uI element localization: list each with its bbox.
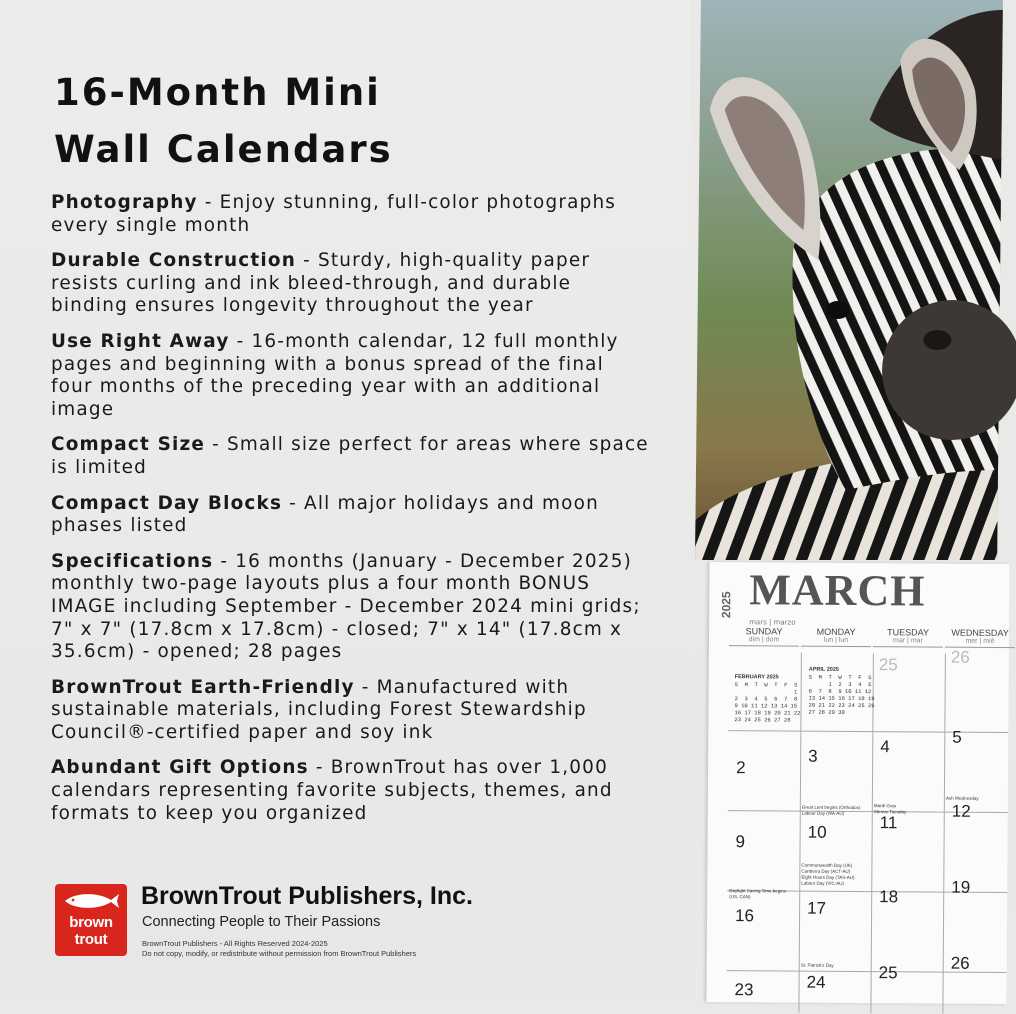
day-name-translation: mar | mar [893,637,923,645]
mini-calendar-february [734,674,800,723]
holiday-note: Daylight Saving Time begins (US, CAN) [729,888,787,900]
feature-text: - Manufactured with sustainable materials, including Forest Stewardship Council®-certified paper and soy ink [51,676,587,743]
day-number: 4 [880,737,890,757]
feature-specifications [51,551,651,664]
day-number: 18 [879,887,899,907]
feature-text: - 16 months (January - December 2025) monthly two-page layouts plus a four month BONUS IMAGE including September - December 2024 mini grids; 7" x 7" (17.8cm x 17.8cm) - closed; 7" x 14" (17.8cm x 35.6cm) - opened; 28 pages [51,550,641,663]
day-number: 26 [950,647,970,667]
feature-text: - Small size perfect for areas where space is limited [51,434,649,478]
day-name-translation: mer | mié [965,637,995,645]
zebra-illustration [695,0,1003,560]
browntrout-logo [55,884,127,956]
page-title [54,64,393,178]
day-name-translation: lun | lun [823,636,849,644]
feature-heading: BrownTrout Earth-Friendly [51,676,355,698]
feature-text: - All major holidays and moon phases listed [51,492,599,537]
title-line-1: 16-Month Mini [54,71,381,114]
day-header-wednesday [945,628,1015,648]
day-number: 5 [952,727,962,747]
mini-calendar-april [808,667,874,716]
logo-word-trout: trout [74,931,108,948]
day-number: 16 [735,906,755,926]
zebra-photo [695,0,1003,560]
feature-text: - Enjoy stunning, full-color photographs every single month [51,192,617,236]
feature-earth-friendly [51,677,651,745]
feature-durable-construction [51,250,651,318]
day-header-tuesday [873,627,943,647]
feature-text: - 16-month calendar, 12 full monthly pages and beginning with a bonus spread of the final four months of the preceding year with an additional image [51,330,619,420]
feature-heading: Abundant Gift Options [51,757,309,779]
day-number: 10 [807,822,827,842]
grid-line [942,654,946,1014]
day-header-monday [801,627,871,647]
feature-heading: Use Right Away [51,330,230,352]
day-number: 2 [736,758,746,778]
rights-notice [142,939,416,959]
day-number: 11 [879,813,898,833]
day-number: 25 [878,963,898,983]
calendar-page-preview [706,562,1009,1004]
feature-compact-day-blocks [51,493,651,538]
trout-fish-icon [61,890,121,912]
day-number: 19 [951,877,971,897]
calendar-month-translation: mars | marzo [749,618,796,627]
mini-calendar-title: APRIL 2025 [808,666,839,673]
holiday-note: St. Patrick's Day [800,962,834,968]
day-header-sunday [729,626,799,646]
company-tagline: Connecting People to Their Passions [142,914,381,930]
rights-line: BrownTrout Publishers - All Rights Reserved 2024-2025 [142,939,328,948]
day-name: SUNDAY [745,626,783,637]
feature-compact-size [51,434,651,479]
day-number: 3 [808,746,818,766]
calendar-year: 2025 [719,591,734,619]
day-name-translation: dim | dom [748,636,780,644]
calendar-month-title: MARCH [749,565,926,616]
day-number: 24 [806,972,826,992]
company-name: BrownTrout Publishers, Inc. [141,882,473,910]
feature-list [51,192,651,838]
holiday-note: Great Lent begins (Orthodox) Labour Day (WA-AU) [801,804,861,816]
mini-calendar-grid: S M T W T F S 1 2 3 4 5 6 7 8 9 10 11 12 13 14 15 16 17 18 19 20 21 22 23 24 25 26 27 28 [734,681,801,724]
logo-word-brown: brown [69,914,113,931]
holiday-note: Mardi Gras Shrove Tuesday [873,803,907,815]
feature-heading: Specifications [51,550,214,572]
day-number: 9 [735,832,746,852]
title-line-2: Wall Calendars [54,128,393,171]
holiday-note: Ash Wednesday [945,795,979,801]
feature-heading: Photography [51,192,198,213]
grid-line [728,730,1008,733]
day-name: WEDNESDAY [951,627,1009,639]
day-number: 17 [807,898,827,918]
day-number: 23 [734,980,754,1000]
feature-photography [51,192,651,237]
feature-heading: Compact Size [51,434,206,456]
day-number: 25 [878,655,898,675]
mini-calendar-grid: S M T W T F S 1 2 3 4 5 6 7 8 9 10 11 12 13 14 15 16 17 18 19 20 21 22 23 24 25 26 27 28 29 30 [808,673,875,716]
feature-text: - BrownTrout has over 1,000 calendars representing favorite subjects, themes, and formats to keep you organized [51,757,613,824]
feature-use-right-away [51,331,651,421]
feature-heading: Compact Day Blocks [51,492,283,514]
day-number: 26 [950,953,970,973]
feature-heading: Durable Construction [51,250,297,272]
day-number: 12 [951,801,971,821]
day-name: TUESDAY [887,627,930,638]
feature-gift-options [51,757,651,825]
holiday-note: Commonwealth Day (UK) Canberra Day (ACT-AU) Eight Hours Day (TAS-AU) Labour Day (VIC-AU) [801,862,855,886]
rights-line: Do not copy, modify, or redistribute without permission from BrownTrout Publishers [142,949,417,958]
day-name: MONDAY [816,626,856,637]
feature-text: - Sturdy, high-quality paper resists curling and ink bleed-through, and durable binding ensures longevity throughout the year [51,250,591,317]
mini-calendar-title: FEBRUARY 2025 [734,674,779,681]
publisher-block [55,884,685,994]
